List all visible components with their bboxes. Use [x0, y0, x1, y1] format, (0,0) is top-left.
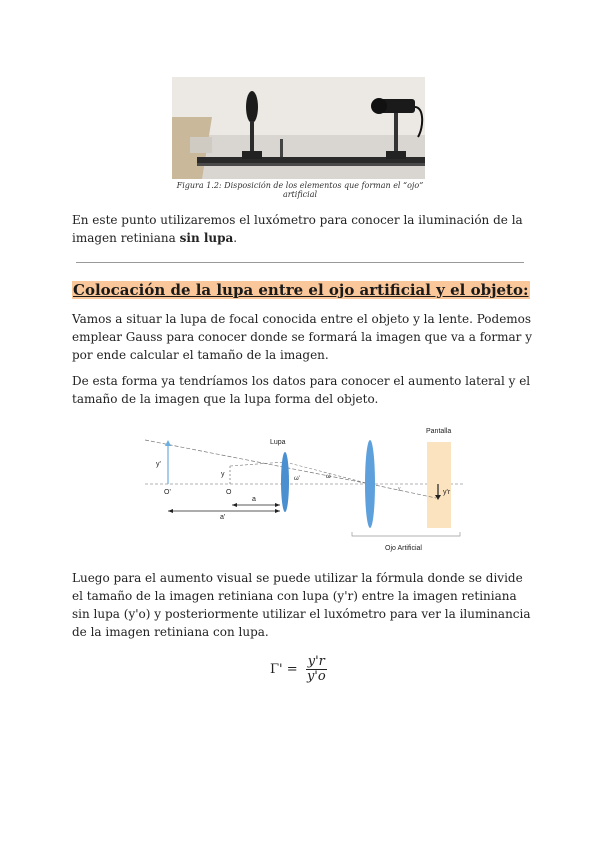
paragraph-intro-end: . — [233, 231, 238, 245]
formula-fraction — [306, 655, 327, 684]
label-pantalla: Pantalla — [426, 428, 452, 435]
formula-denominator: y'o — [306, 669, 326, 684]
setup-photo — [172, 77, 425, 179]
label-y-mark: y — [398, 486, 401, 492]
paragraph-visual-gain: Luego para el aumento visual se puede utilizar la fórmula donde se divide el tamaño de la imagen retiniana con lupa (y'r) entre la imagen retiniana sin lupa (y'o) y posteriormente utilizar el luxómetro para ver la iluminancia de la imagen retiniana con lupa. — [72, 571, 531, 639]
formula-numerator: y'r — [307, 654, 325, 669]
optics-diagram — [140, 420, 470, 558]
label-o-prime: O' — [164, 489, 171, 496]
label-y: y — [221, 471, 225, 478]
paragraph-intro-bold: sin lupa — [179, 231, 234, 245]
label-o: O — [226, 489, 232, 496]
label-omega: ω — [326, 474, 331, 480]
label-y-prime: y' — [156, 461, 161, 468]
label-a: a — [252, 496, 256, 503]
setup-photo-illustration — [172, 77, 425, 179]
paragraph-intro — [72, 211, 532, 247]
ray-to-screen — [370, 484, 436, 498]
lupa-lens — [281, 452, 289, 512]
screen — [427, 442, 451, 528]
ojo-brace — [352, 532, 460, 536]
ray-object — [230, 462, 285, 466]
gain-formula — [270, 655, 350, 684]
label-y-r: y'r — [443, 489, 451, 496]
eye-lens — [365, 440, 375, 528]
figure-caption: Figura 1.2: Disposición de los elementos que forman el “ojo” artificial — [176, 181, 424, 199]
paragraph-intro-text: En este punto utilizaremos el luxómetro para conocer la iluminación de la imagen retiniana — [72, 213, 523, 245]
label-ojo-artificial: Ojo Artificial — [385, 545, 422, 552]
label-a-prime: a' — [220, 514, 226, 521]
paragraph-lupa-setup: Vamos a situar la lupa de focal conocida entre el objeto y la lente. Podemos emplear Gauss para conocer donde se formará la imagen que va a formar y por ende calcular el tamaño de la imagen. — [72, 312, 532, 362]
paragraph-lateral-gain: De esta forma ya tendríamos los datos para conocer el aumento lateral y el tamaño de la imagen que la lupa forma del objeto. — [72, 374, 531, 406]
chief-ray — [145, 440, 370, 484]
label-omega-prime: ω' — [294, 476, 300, 482]
formula-lhs: Γ' = — [270, 662, 298, 677]
horizontal-divider — [76, 262, 524, 263]
section-heading: Colocación de la lupa entre el ojo artificial y el objeto: — [73, 281, 529, 299]
label-lupa: Lupa — [270, 439, 286, 446]
